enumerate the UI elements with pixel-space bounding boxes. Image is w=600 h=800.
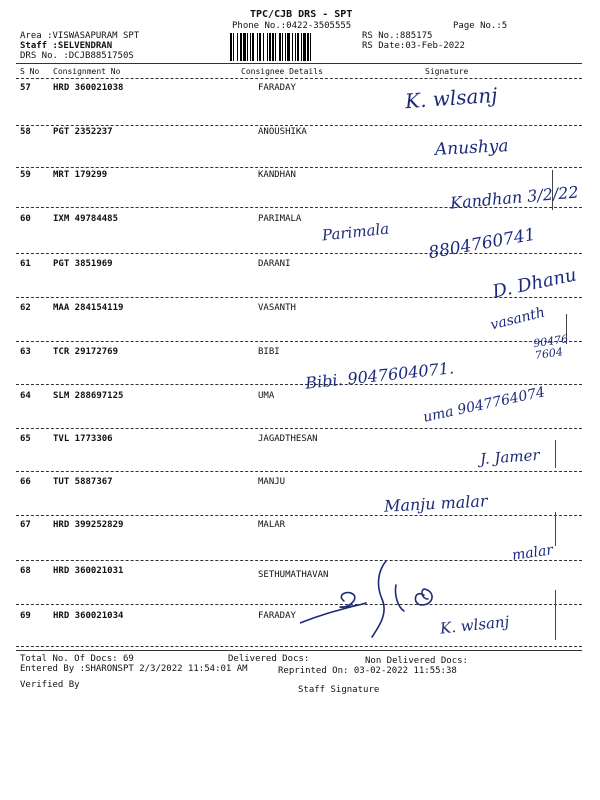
row-consignment: TUT 5887367 [53,477,113,487]
row-divider [16,646,582,647]
row-sno: 68 [20,566,31,576]
signature-66: Manju malar [383,491,488,516]
signature-57: K. wlsanj [404,82,499,114]
reprinted-on: Reprinted On: 03-02-2022 11:55:38 [278,666,457,676]
header-rule [16,63,582,64]
row-divider [16,384,582,385]
row-divider [16,167,582,168]
row-consignee: MALAR [258,520,286,530]
signature-65: J. Jamer [479,445,541,469]
row-sno: 65 [20,434,31,444]
verified-by: Verified By [20,680,80,690]
signature-69: K. wlsanj [439,612,511,638]
column-header-rule [16,78,582,79]
staff-label: Staff :SELVENDRAN [20,41,113,51]
row-consignee: VASANTH [258,303,296,313]
signature-63: Bibi. 9047604071. [304,358,455,393]
form-border [555,590,556,640]
footer-rule [16,650,582,651]
row-sno: 59 [20,170,31,180]
signature-60: Parimala [321,219,390,245]
signature-67: malar [511,542,555,564]
signature-60-phone: 8804760741 [426,224,537,264]
rs-date: RS Date:03-Feb-2022 [362,41,465,51]
row-sno: 62 [20,303,31,313]
col-consignment: Consignment No [53,67,121,76]
row-consignee: MANJU [258,477,286,487]
area-label: Area :VISWASAPURAM SPT [20,31,140,41]
signature-62: vasanth [488,304,547,334]
row-consignment: PGT 3851969 [53,259,113,269]
col-signature: Signature [425,67,469,76]
row-consignee: KANDHAN [258,170,296,180]
row-divider [16,428,582,429]
row-consignment: PGT 2352237 [53,127,113,137]
row-consignee: ANOUSHIKA [258,127,307,137]
row-consignee: UMA [258,391,275,401]
row-sno: 67 [20,520,31,530]
row-consignment: MRT 179299 [53,170,108,180]
row-consignment: SLM 288697125 [53,391,124,401]
staff-signature: Staff Signature [298,685,380,695]
rs-number: RS No.:885175 [362,31,433,41]
signature-scribble-68-69 [300,555,450,645]
row-consignment: HRD 399252829 [53,520,124,530]
barcode [230,33,354,61]
col-sno: S No [20,67,40,76]
row-consignee: JAGADTHESAN [258,434,318,444]
row-consignment: TVL 1773306 [53,434,113,444]
row-consignment: HRD 360021034 [53,611,124,621]
signature-62-phone: 90476 7604 [532,332,569,363]
signature-64: uma 9047764074 [421,384,547,426]
row-sno: 63 [20,347,31,357]
drs-number: DRS No. :DCJB8851750S [20,51,134,61]
page-number: Page No.:5 [453,21,508,31]
row-consignment: HRD 360021038 [53,83,124,93]
row-divider [16,604,582,605]
row-sno: 69 [20,611,31,621]
form-border [555,512,556,546]
row-sno: 64 [20,391,31,401]
form-border [555,440,556,468]
row-sno: 66 [20,477,31,487]
entered-by: Entered By :SHARONSPT 2/3/2022 11:54:01 AM [20,664,248,674]
signature-58: Anushya [434,136,510,160]
row-sno: 60 [20,214,31,224]
row-consignment: IXM 49784485 [53,214,119,224]
row-divider [16,515,582,516]
total-docs: Total No. Of Docs: 69 [20,654,134,664]
signature-59: Kandhan 3/2/22 [449,182,580,213]
row-sno: 61 [20,259,31,269]
page-title: TPC/CJB DRS - SPT [250,9,353,20]
row-consignee: SETHUMATHAVAN [258,570,329,580]
row-sno: 58 [20,127,31,137]
row-consignee: DARANI [258,259,291,269]
row-divider [16,125,582,126]
signature-61: D. Dhanu [490,264,579,303]
delivered-docs: Delivered Docs: [228,654,310,664]
row-consignment: TCR 29172769 [53,347,119,357]
row-sno: 57 [20,83,31,93]
phone-number: Phone No.:0422-3505555 [232,21,352,31]
row-divider [16,560,582,561]
row-divider [16,253,582,254]
row-consignee: FARADAY [258,83,296,93]
row-consignee: FARADAY [258,611,296,621]
row-divider [16,341,582,342]
row-divider [16,471,582,472]
row-consignee: BIBI [258,347,280,357]
row-consignee: PARIMALA [258,214,302,224]
non-delivered-docs: Non Delivered Docs: [365,656,468,666]
row-consignment: MAA 284154119 [53,303,124,313]
row-consignment: HRD 360021031 [53,566,124,576]
col-consignee: Consignee Details [241,67,323,76]
